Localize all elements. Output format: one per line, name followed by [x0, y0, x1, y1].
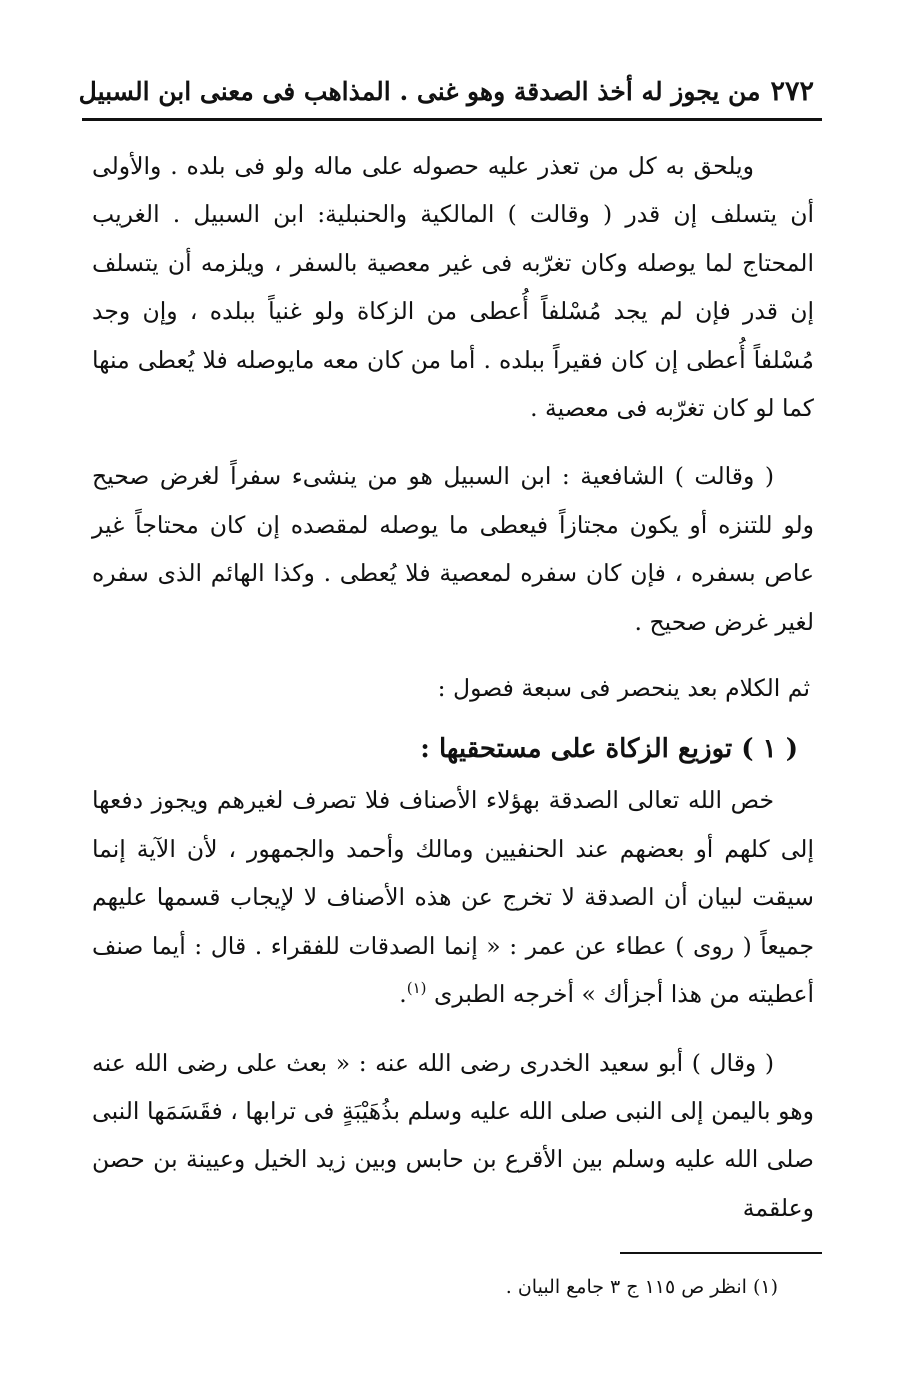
body-text: [92, 142, 814, 1232]
paragraph-zakat-distribution: [92, 776, 814, 1018]
footnote-reference: (١): [406, 979, 427, 998]
paragraph-ibn-sabil-shafii: ( وقالت ) الشافعية : ابن السبيل هو من ينشىء سفراً لغرض صحيح ولو للتنزه أو يكون مجتازاً فيعطى ما يوصله لمقصده إن كان محتاجاً غير عاص بسفره ، فإن كان سفره لمعصية فلا يُعطى . وكذا الهائم الذى سفره لغير غرض صحيح .: [92, 462, 814, 636]
running-head: من يجوز له أخذ الصدقة وهو غنى . المذاهب فى معنى ابن السبيل: [78, 76, 761, 106]
header-rule: [82, 118, 822, 121]
page-header: [78, 68, 814, 114]
paragraph-zakat-distribution-text: خص الله تعالى الصدقة بهؤلاء الأصناف فلا تصرف لغيرهم ويجوز دفعها إلى كلهم أو بعضهم عند الحنفيين ومالك وأحمد والجمهور ، لأن الآية إنما سيقت لبيان أن الصدقة لا تخرج عن هذه الأصناف لا لإيجاب قسمها عليهم جميعاً ( روى ) عطاء عن عمر : « إنما الصدقات للفقراء . قال : أيما صنف أعطيته من هذا أجزأك » أخرجه الطبرى: [92, 786, 814, 1009]
paragraph-seven-chapters: ثم الكلام بعد ينحصر فى سبعة فصول :: [437, 674, 810, 703]
paragraph-ibn-sabil-maliki-hanbali: ويلحق به كل من تعذر عليه حصوله على ماله ولو فى بلده . والأولى أن يتسلف إن قدر ( وقالت ) المالكية والحنبلية: ابن السبيل . الغريب المحتاج لما يوصله وكان تغرّبه فى غير معصية بالسفر ، ويلزمه أن يتسلف إن قدر فإن لم يجد مُسْلفاً أُعطى من الزكاة ولو غنياً ببلده ، وإن وجد مُسْلفاً أُعطى إن كان فقيراً ببلده . أما من كان معه مايوصله فلا يُعطى منها كما لو كان تغرّبه فى معصية .: [92, 152, 814, 423]
paragraph-end-mark: .: [399, 980, 407, 1009]
section-heading: ( ١ ) توزيع الزكاة على مستحقيها :: [420, 734, 798, 765]
paragraph-abu-said-hadith: ( وقال ) أبو سعيد الخدرى رضى الله عنه : « بعث على رضى الله عنه وهو باليمن إلى النبى صلى الله عليه وسلم بذُهَيْبَةٍ فى ترابها ، فقَسَمَها النبى صلى الله عليه وسلم بين الأقرع بن حابس وبين زيد الخيل وعيينة بن حصن وعلقمة: [92, 1048, 814, 1222]
footnote: (١) انظر ص ١١٥ ج ٣ جامع البيان .: [505, 1276, 778, 1298]
footnote-rule: [620, 1252, 822, 1254]
page-number: ٢٧٢: [770, 75, 814, 107]
